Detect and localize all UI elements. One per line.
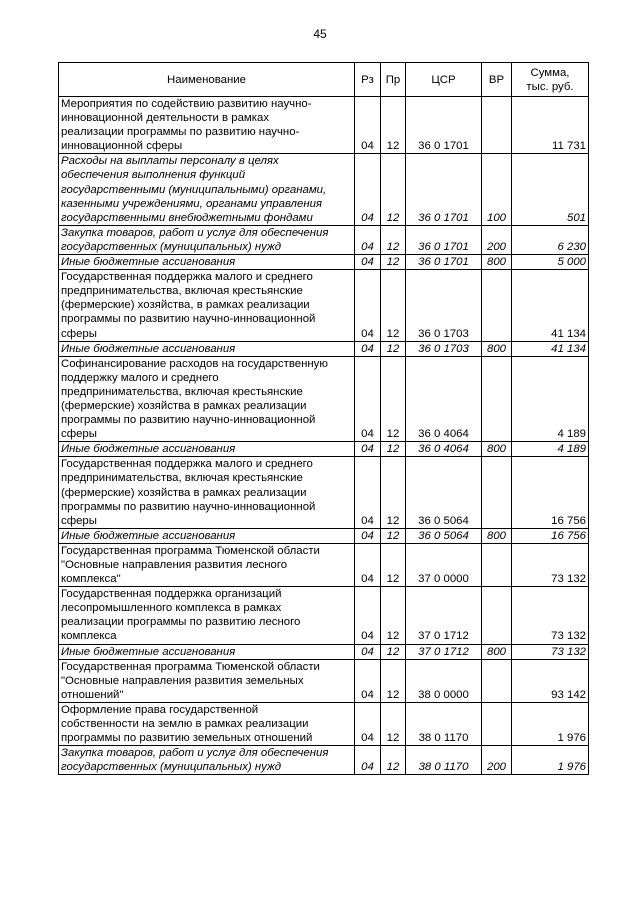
row-pr: 12: [381, 746, 406, 775]
header-row: [59, 63, 589, 97]
row-rz: 04: [355, 457, 381, 528]
row-rz: 04: [355, 356, 381, 442]
header-name: Наименование: [59, 63, 355, 97]
row-csr: 36 0 4064: [406, 356, 482, 442]
table-header: [59, 63, 589, 97]
row-pr: 12: [381, 644, 406, 659]
row-name-line: реализации программы по развитию научно-: [61, 126, 300, 139]
row-name: [59, 341, 355, 356]
row-name-line: Иные бюджетные ассигнования: [61, 342, 236, 355]
table-row: [59, 587, 589, 644]
row-sum: 1 976: [512, 746, 589, 775]
table-row: [59, 341, 589, 356]
row-sum: 4 189: [512, 356, 589, 442]
row-rz: 04: [355, 644, 381, 659]
table-row: [59, 644, 589, 659]
row-pr: 12: [381, 225, 406, 254]
row-rz: 04: [355, 659, 381, 702]
row-pr: 12: [381, 587, 406, 644]
row-vr: [482, 97, 512, 154]
row-name: [59, 97, 355, 154]
row-pr: 12: [381, 255, 406, 270]
row-pr: 12: [381, 528, 406, 543]
row-name-line: Оформление права государственной: [61, 703, 259, 716]
row-csr: 36 0 1701: [406, 255, 482, 270]
row-vr: 200: [482, 225, 512, 254]
row-name-line: Софинансирование расходов на государственную: [61, 357, 328, 370]
row-csr: 37 0 1712: [406, 587, 482, 644]
row-csr: 36 0 5064: [406, 457, 482, 528]
row-vr: 800: [482, 341, 512, 356]
table-row: [59, 225, 589, 254]
row-sum: 4 189: [512, 442, 589, 457]
row-name: [59, 528, 355, 543]
row-name-line: государственными внебюджетными фондами: [61, 211, 313, 224]
row-name-line: отношений": [61, 688, 124, 701]
row-name: [59, 225, 355, 254]
row-vr: 800: [482, 644, 512, 659]
row-csr: 37 0 1712: [406, 644, 482, 659]
row-name-line: инновационной деятельности в рамках: [61, 112, 270, 125]
row-sum: 16 756: [512, 457, 589, 528]
row-name: [59, 587, 355, 644]
row-name: [59, 659, 355, 702]
row-name-line: Иные бюджетные ассигнования: [61, 529, 236, 542]
row-rz: 04: [355, 270, 381, 341]
row-name-line: Государственная поддержка малого и среднего: [61, 271, 313, 284]
row-name: [59, 543, 355, 586]
row-vr: [482, 587, 512, 644]
row-name: [59, 457, 355, 528]
row-rz: 04: [355, 442, 381, 457]
row-name-line: предпринимательства, включая крестьянские: [61, 472, 303, 485]
row-pr: 12: [381, 341, 406, 356]
table-row: [59, 746, 589, 775]
row-name-line: (фермерские) хозяйства в рамках реализации: [61, 486, 307, 499]
row-name-line: предпринимательства, включая крестьянские: [61, 385, 303, 398]
header-sum-line1: Сумма,: [530, 66, 570, 79]
header-vr: ВР: [482, 63, 512, 97]
row-vr: 800: [482, 528, 512, 543]
row-sum: 11 731: [512, 97, 589, 154]
row-sum: 41 134: [512, 270, 589, 341]
header-pr: Пр: [381, 63, 406, 97]
row-rz: 04: [355, 255, 381, 270]
row-name: [59, 270, 355, 341]
row-sum: 73 132: [512, 587, 589, 644]
row-csr: 36 0 4064: [406, 442, 482, 457]
row-pr: 12: [381, 457, 406, 528]
row-csr: 36 0 5064: [406, 528, 482, 543]
row-vr: 800: [482, 442, 512, 457]
row-name-line: обеспечения выполнения функций: [61, 169, 246, 182]
row-name-line: Расходы на выплаты персоналу в целях: [61, 155, 279, 168]
row-csr: 36 0 1703: [406, 341, 482, 356]
table-row: [59, 659, 589, 702]
row-csr: 38 0 1170: [406, 746, 482, 775]
row-vr: [482, 457, 512, 528]
row-name-line: предпринимательства, включая крестьянские: [61, 285, 303, 298]
row-name-line: программы по развитию научно-инновационной: [61, 500, 316, 513]
row-vr: [482, 702, 512, 745]
row-name-line: Закупка товаров, работ и услуг для обеспечения: [61, 747, 329, 760]
row-name-line: Государственная поддержка малого и среднего: [61, 458, 313, 471]
row-sum: 501: [512, 154, 589, 225]
row-vr: 800: [482, 255, 512, 270]
table-row: [59, 356, 589, 442]
row-csr: 36 0 1703: [406, 270, 482, 341]
row-csr: 36 0 1701: [406, 97, 482, 154]
table-row: [59, 543, 589, 586]
row-name-line: государственных (муниципальных) нужд: [61, 761, 282, 774]
row-sum: 16 756: [512, 528, 589, 543]
header-csr: ЦСР: [406, 63, 482, 97]
row-pr: 12: [381, 356, 406, 442]
table-row: [59, 97, 589, 154]
row-pr: 12: [381, 97, 406, 154]
row-sum: 73 132: [512, 644, 589, 659]
budget-table: [58, 62, 589, 775]
row-name: [59, 702, 355, 745]
row-name: [59, 255, 355, 270]
row-name-line: сферы: [61, 327, 97, 340]
row-sum: 1 976: [512, 702, 589, 745]
row-name-line: Государственная поддержка организаций: [61, 588, 282, 601]
row-name-line: Закупка товаров, работ и услуг для обеспечения: [61, 226, 329, 239]
row-name-line: Мероприятия по содействию развитию научно-: [61, 98, 312, 110]
row-sum: 73 132: [512, 543, 589, 586]
row-sum: 6 230: [512, 225, 589, 254]
row-name-line: казенными учреждениями, органами управления: [61, 197, 323, 210]
row-vr: 200: [482, 746, 512, 775]
row-pr: 12: [381, 154, 406, 225]
row-name: [59, 442, 355, 457]
row-csr: 38 0 1170: [406, 702, 482, 745]
row-rz: 04: [355, 702, 381, 745]
row-name-line: государственных (муниципальных) нужд: [61, 240, 282, 253]
row-name-line: Иные бюджетные ассигнования: [61, 443, 236, 456]
row-name: [59, 356, 355, 442]
row-csr: 38 0 0000: [406, 659, 482, 702]
row-vr: [482, 543, 512, 586]
row-rz: 04: [355, 341, 381, 356]
row-name-line: поддержку малого и среднего: [61, 371, 219, 384]
row-rz: 04: [355, 528, 381, 543]
row-name-line: лесопромышленного комплекса в рамках: [61, 602, 282, 615]
row-name-line: программы по развитию научно-инновационной: [61, 414, 316, 427]
row-vr: 100: [482, 154, 512, 225]
row-name-line: сферы: [61, 514, 97, 527]
row-pr: 12: [381, 442, 406, 457]
row-name-line: комплекса: [61, 630, 117, 643]
row-name-line: "Основные направления развития земельных: [61, 674, 304, 687]
row-csr: 36 0 1701: [406, 154, 482, 225]
row-sum: 5 000: [512, 255, 589, 270]
row-name-line: комплекса": [61, 573, 121, 586]
row-rz: 04: [355, 97, 381, 154]
header-rz: Рз: [355, 63, 381, 97]
row-name-line: "Основные направления развития лесного: [61, 559, 288, 571]
row-name: [59, 154, 355, 225]
row-name-line: государственными (муниципальными) органами,: [61, 183, 327, 196]
row-name-line: собственности на землю в рамках реализации: [61, 718, 309, 731]
row-rz: 04: [355, 746, 381, 775]
row-name-line: программы по развитию научно-инновационной: [61, 313, 316, 326]
row-pr: 12: [381, 659, 406, 702]
row-name-line: (фермерские) хозяйства, в рамках реализации: [61, 299, 310, 312]
row-rz: 04: [355, 154, 381, 225]
table-row: [59, 255, 589, 270]
row-sum: 41 134: [512, 341, 589, 356]
table-row: [59, 270, 589, 341]
row-name-line: Иные бюджетные ассигнования: [61, 645, 236, 658]
table-row: [59, 442, 589, 457]
table-row: [59, 457, 589, 528]
row-pr: 12: [381, 543, 406, 586]
row-pr: 12: [381, 270, 406, 341]
row-name-line: Иные бюджетные ассигнования: [61, 256, 236, 269]
row-name-line: Государственная программа Тюменской области: [61, 544, 320, 557]
row-sum: 93 142: [512, 659, 589, 702]
row-csr: 37 0 0000: [406, 543, 482, 586]
row-vr: [482, 356, 512, 442]
row-name-line: Государственная программа Тюменской области: [61, 660, 320, 673]
table-row: [59, 154, 589, 225]
row-vr: [482, 270, 512, 341]
row-rz: 04: [355, 587, 381, 644]
table-row: [59, 528, 589, 543]
header-sum-line2: тыс. руб.: [526, 80, 574, 93]
row-name-line: инновационной сферы: [61, 140, 183, 153]
row-rz: 04: [355, 225, 381, 254]
row-name-line: реализации программы по развитию лесного: [61, 616, 301, 629]
row-rz: 04: [355, 543, 381, 586]
table-row: [59, 702, 589, 745]
row-name-line: сферы: [61, 428, 97, 441]
row-csr: 36 0 1701: [406, 225, 482, 254]
table-body: [59, 97, 589, 775]
row-name-line: (фермерские) хозяйства в рамках реализации: [61, 399, 307, 412]
row-vr: [482, 659, 512, 702]
row-name-line: программы по развитию земельных отношений: [61, 732, 313, 745]
row-name: [59, 644, 355, 659]
page-number: 45: [313, 27, 327, 41]
header-sum: [512, 63, 589, 97]
row-name: [59, 746, 355, 775]
row-pr: 12: [381, 702, 406, 745]
